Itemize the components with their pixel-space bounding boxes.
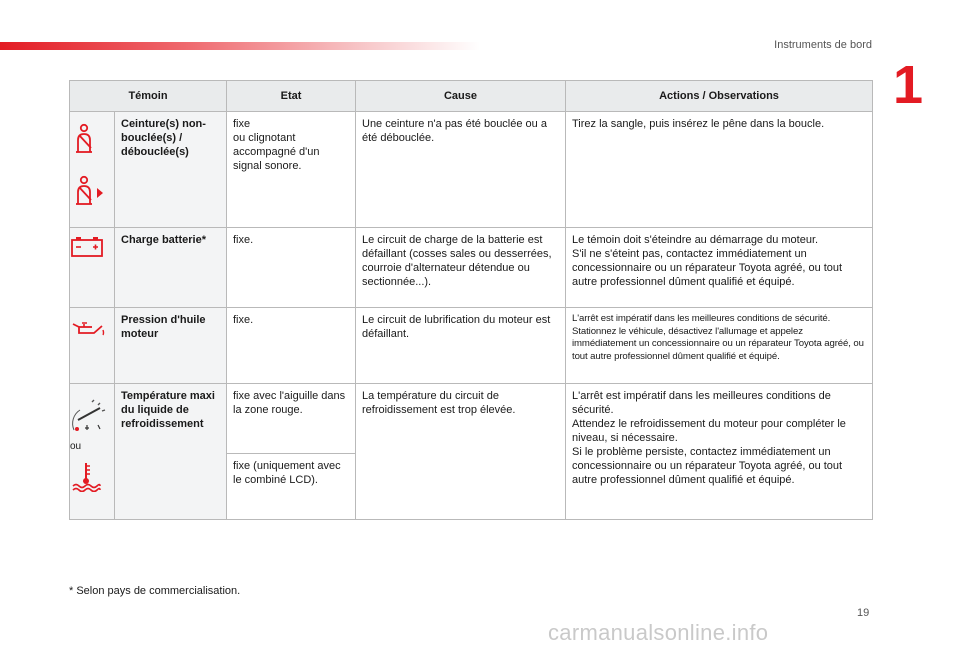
icon-cell	[70, 384, 115, 520]
cause-coolant: La température du circuit de refroidissement est trop élevée.	[356, 384, 566, 520]
oil-can-icon	[70, 318, 106, 338]
header-temoin: Témoin	[70, 81, 227, 112]
actions-oil-line-2: Stationnez le véhicule, désactivez l'allumage et appelez immédiatement un concessionnaire ou un réparateur Toyota agréé, ou tout autre professionnel dûment qualifié et équipé.	[572, 325, 864, 362]
label-seatbelt: Ceinture(s) non-bouclée(s) / débouclée(s)	[115, 112, 227, 228]
actions-oil-pressure	[566, 308, 873, 384]
table-header-row	[70, 81, 873, 112]
actions-battery-line-1: Le témoin doit s'éteindre au démarrage du moteur.	[572, 234, 819, 246]
warning-lights-table	[69, 80, 873, 520]
actions-oil-line-1: L'arrêt est impératif dans les meilleures conditions de sécurité.	[572, 313, 831, 324]
table-row	[70, 112, 873, 228]
table-row	[70, 384, 873, 454]
coolant-temperature-icon	[70, 460, 102, 492]
icon-cell	[70, 112, 115, 228]
actions-coolant-line-2: Attendez le refroidissement du moteur pour compléter le niveau, si nécessaire.	[572, 418, 846, 444]
cause-battery: Le circuit de charge de la batterie est défaillant (cosses sales ou desserrées, courroie d'alternateur détendue ou sectionnée...).	[356, 228, 566, 308]
chapter-number: 1	[893, 55, 924, 115]
watermark: carmanualsonline.info	[548, 620, 769, 645]
label-coolant-temperature: Température maxi du liquide de refroidissement	[115, 384, 227, 520]
section-title: Instruments de bord	[774, 39, 872, 51]
actions-battery-line-2: S'il ne s'éteint pas, contactez immédiatement un concessionnaire ou un réparateur Toyota agréé, ou tout autre professionnel dûment qualifié et équipé.	[572, 248, 843, 288]
etat-line-1: fixe	[233, 118, 251, 130]
footnote: * Selon pays de commercialisation.	[69, 585, 241, 597]
label-oil-pressure: Pression d'huile moteur	[115, 308, 227, 384]
etat-coolant-needle: fixe avec l'aiguille dans la zone rouge.	[227, 384, 356, 454]
or-label: ou	[70, 441, 82, 452]
cause-oil-pressure: Le circuit de lubrification du moteur est défaillant.	[356, 308, 566, 384]
page-number: 19	[857, 607, 870, 619]
etat-coolant-lcd: fixe (uniquement avec le combiné LCD).	[227, 454, 356, 520]
label-battery: Charge batterie*	[115, 228, 227, 308]
cause-seatbelt: Une ceinture n'a pas été bouclée ou a été débouclée.	[356, 112, 566, 228]
icon-cell	[70, 308, 115, 384]
battery-icon	[70, 236, 104, 258]
header-etat: Etat	[227, 81, 356, 112]
table-row	[70, 308, 873, 384]
seatbelt-icon	[70, 122, 100, 156]
actions-seatbelt: Tirez la sangle, puis insérez le pêne dans la boucle.	[566, 112, 873, 228]
actions-coolant-line-3: Si le problème persiste, contactez immédiatement un concessionnaire ou un réparateur Toyota agréé, ou tout autre professionnel dûment qualifié et équipé.	[572, 446, 843, 486]
seatbelt-unbuckled-icon	[70, 174, 106, 208]
header-accent-bar	[0, 42, 480, 50]
etat-seatbelt	[227, 112, 356, 228]
table-row	[70, 228, 873, 308]
actions-battery	[566, 228, 873, 308]
actions-coolant	[566, 384, 873, 520]
icon-cell	[70, 228, 115, 308]
header-cause: Cause	[356, 81, 566, 112]
temperature-gauge-icon	[70, 396, 108, 432]
etat-battery: fixe.	[227, 228, 356, 308]
header-actions: Actions / Observations	[566, 81, 873, 112]
etat-line-2: ou clignotant accompagné d'un signal sonore.	[233, 132, 320, 172]
actions-coolant-line-1: L'arrêt est impératif dans les meilleures conditions de sécurité.	[572, 390, 831, 416]
etat-oil-pressure: fixe.	[227, 308, 356, 384]
